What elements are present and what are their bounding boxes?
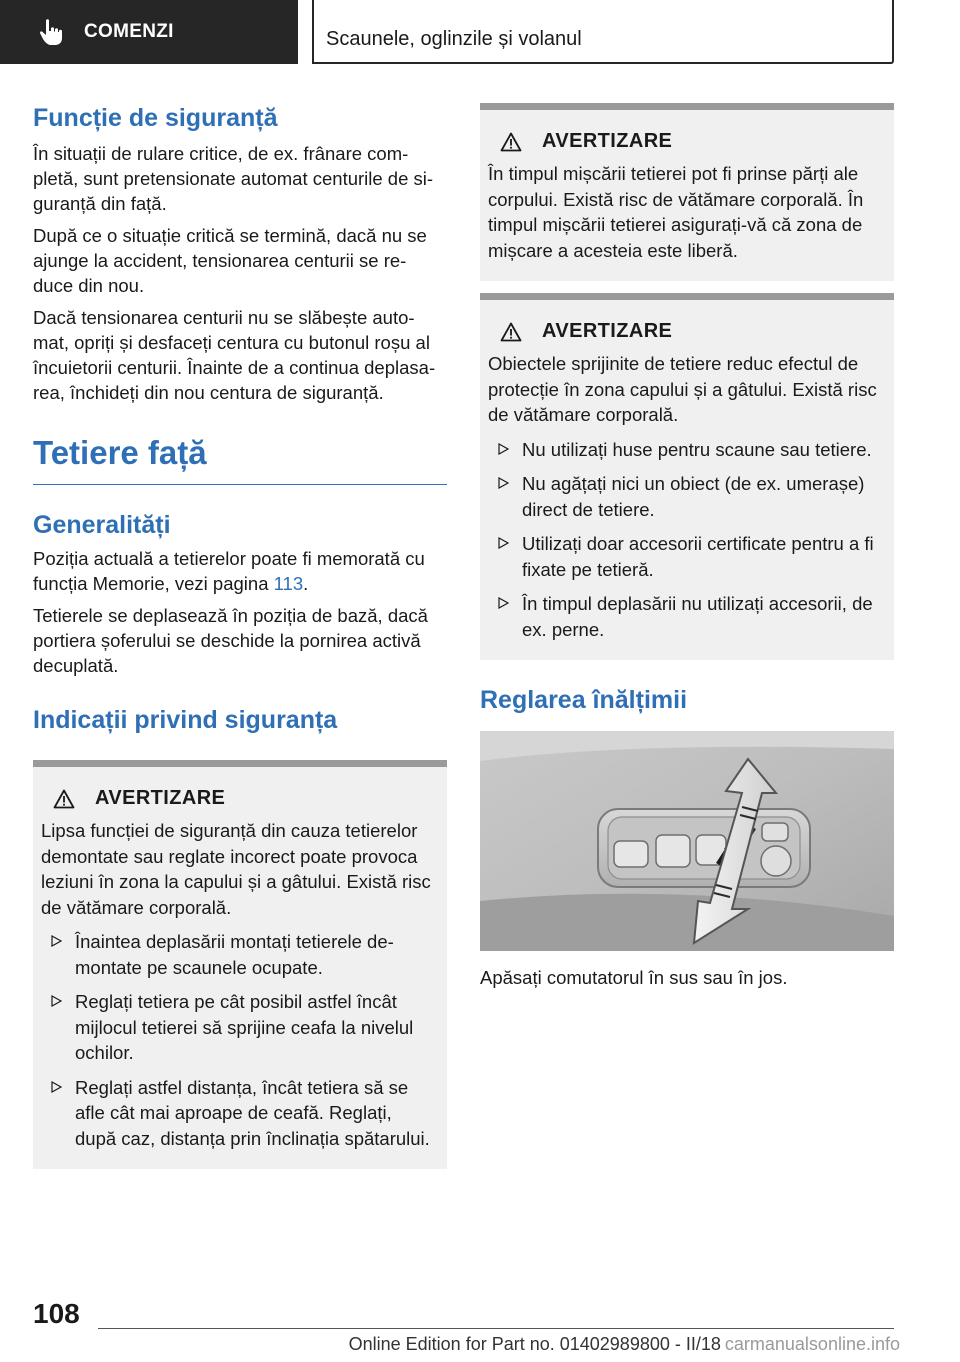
warning-title bbox=[53, 787, 433, 810]
list-item bbox=[41, 989, 433, 1066]
triangle-bullet-icon bbox=[498, 537, 509, 549]
watermark-text: carmanualsonline.info bbox=[724, 1334, 900, 1354]
warning-title-text: AVERTIZARE bbox=[95, 787, 226, 809]
left-column bbox=[33, 100, 447, 1169]
section-title-height-adjustment: Reglarea înălțimii bbox=[480, 686, 688, 714]
paragraph: Tetierele se deplasează în poziția de bază, dacă portiera șoferului se deschide la pornirea activă decuplată. bbox=[33, 605, 428, 676]
main-title-front-headrests: Tetiere față bbox=[33, 434, 207, 471]
triangle-bullet-icon bbox=[498, 477, 509, 489]
chapter-title: Scaunele, oglinzile și volanul bbox=[326, 28, 582, 50]
list-item-text: Utilizați doar accesorii certificate pentru a fi fixate pe tetieră. bbox=[522, 533, 874, 580]
list-item bbox=[488, 531, 880, 582]
triangle-bullet-icon bbox=[498, 597, 509, 609]
warning-title-text: AVERTIZARE bbox=[542, 130, 673, 152]
list-item bbox=[488, 437, 880, 463]
section-title-safety-notes: Indicații privind siguranța bbox=[33, 706, 338, 734]
triangle-bullet-icon bbox=[51, 935, 62, 947]
list-item-text: Reglați tetiera pe cât posibil astfel încât mijlocul tetierei să sprijine ceafa la nivelul ochilor. bbox=[75, 991, 414, 1063]
triangle-bullet-icon bbox=[498, 443, 509, 455]
paragraph: Dacă tensionarea centurii nu se slăbește auto- mat, opriți și desfaceți centura cu butonul roșu al încuietorii centurii. Înainte de a continua deplasa- rea, închideți din nou centura de siguranță. bbox=[33, 307, 436, 403]
list-item-text: În timpul deplasării nu utilizați accesorii, de ex. perne. bbox=[522, 593, 873, 640]
warning-title bbox=[500, 130, 880, 153]
edition-text: Online Edition for Part no. 01402989800 - II/18 bbox=[348, 1334, 721, 1354]
section-title-safety-function: Funcție de siguranță bbox=[33, 104, 278, 132]
warning-text: În timpul mișcării tetierei pot fi prinse părți ale corpului. Există risc de vătămare corporală. În timpul mișcării tetierei asigurați-vă că zona de mișcare a acesteia este liberă. bbox=[488, 163, 864, 261]
list-item-text: Nu utilizați huse pentru scaune sau tetiere. bbox=[522, 438, 872, 460]
warning-text: Lipsa funcției de siguranță din cauza tetierelor demontate sau reglate incorect poate provoca leziuni în zona la capului și a gâtului. Există risc de vătămare corporală. bbox=[41, 820, 431, 918]
footer-divider bbox=[98, 1328, 894, 1329]
paragraph-text: . bbox=[303, 573, 309, 594]
chapter-tab[interactable] bbox=[0, 0, 298, 64]
chapter-header bbox=[312, 0, 894, 64]
warning-title-text: AVERTIZARE bbox=[542, 320, 673, 342]
list-item-text: Înaintea deplasării montați tetierele de- montate pe scaunele ocupate. bbox=[75, 931, 394, 978]
section-title-general: Generalități bbox=[33, 511, 171, 539]
list-item bbox=[488, 471, 880, 522]
chapter-tab-label: COMENZI bbox=[84, 21, 174, 42]
warning-list bbox=[488, 437, 880, 643]
warning-list bbox=[41, 929, 433, 1151]
paragraph: În situații de rulare critice, de ex. frânare com- pletă, sunt pretensionate automat centurile de si- guranță din față. bbox=[33, 143, 434, 214]
list-item-text: Reglați astfel distanța, încât tetiera să se afle cât mai aproape de ceafă. Reglați, după caz, distanța prin înclinația spătarului. bbox=[75, 1076, 430, 1149]
warning-text: Obiectele sprijinite de tetiere reduc efectul de protecție în zona capului și a gâtului. Există risc de vătămare corporală. bbox=[488, 353, 877, 425]
list-item bbox=[41, 1075, 433, 1152]
paragraph: După ce o situație critică se termină, dacă nu se ajunge la accident, tensionarea centurii se re- duce din nou. bbox=[33, 225, 427, 296]
warning-box bbox=[480, 293, 894, 660]
warning-box bbox=[480, 103, 894, 281]
right-column bbox=[480, 103, 894, 990]
page-link[interactable]: 113 bbox=[273, 573, 304, 594]
triangle-bullet-icon bbox=[51, 1081, 62, 1093]
paragraph-text: Poziția actuală a tetierelor poate fi memorată cu funcția Memorie, vezi pagina bbox=[33, 548, 425, 594]
page-number: 108 bbox=[33, 1298, 80, 1329]
list-item bbox=[41, 929, 433, 980]
warning-triangle-icon bbox=[500, 132, 522, 152]
paragraph bbox=[33, 546, 447, 596]
warning-box bbox=[33, 760, 447, 1169]
triangle-bullet-icon bbox=[51, 995, 62, 1007]
warning-triangle-icon bbox=[53, 789, 75, 809]
list-item bbox=[488, 591, 880, 642]
footer-edition bbox=[310, 1334, 900, 1355]
seat-switch-illustration bbox=[480, 731, 894, 951]
title-divider bbox=[33, 484, 447, 485]
list-item-text: Nu agățați nici un obiect (de ex. umerașe) direct de tetiere. bbox=[522, 473, 865, 520]
warning-title bbox=[500, 320, 880, 343]
image-caption: Apăsați comutatorul în sus sau în jos. bbox=[480, 967, 788, 988]
warning-triangle-icon bbox=[500, 322, 522, 342]
hand-pointer-icon bbox=[38, 18, 64, 46]
